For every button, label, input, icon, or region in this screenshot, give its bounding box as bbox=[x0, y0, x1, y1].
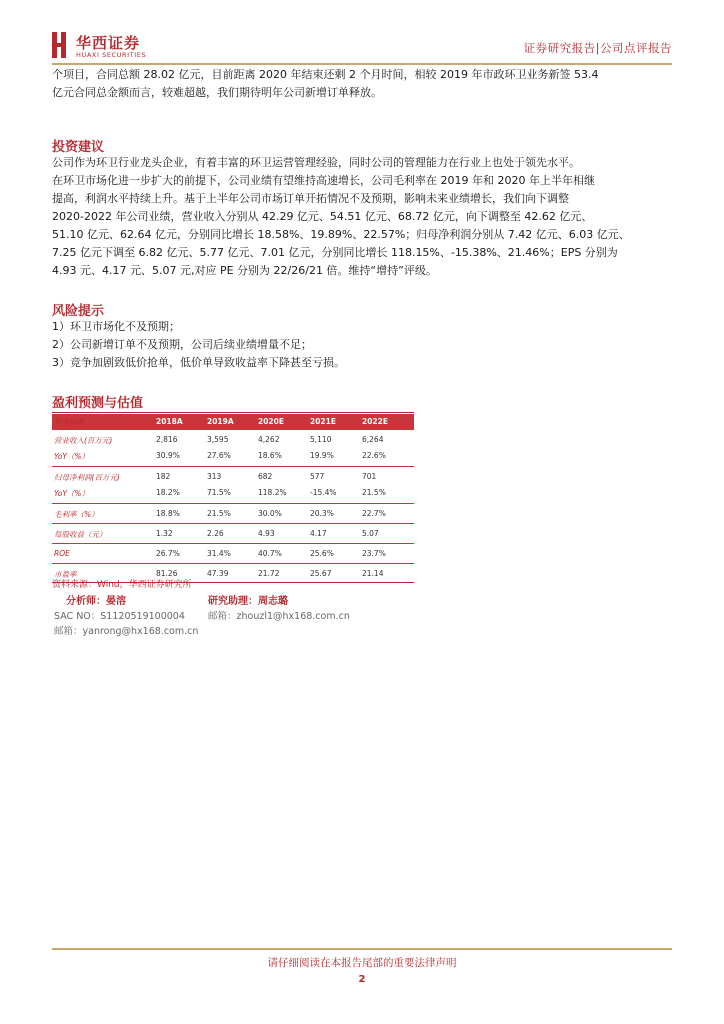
table-cell: 26.7% bbox=[156, 549, 180, 558]
table-cell: 21.14 bbox=[362, 569, 384, 578]
logo-mark-icon bbox=[52, 32, 70, 58]
year-header: 2021E bbox=[310, 417, 336, 426]
page-header bbox=[52, 30, 672, 64]
table-cell: 701 bbox=[362, 472, 377, 481]
table-cell: 4.93 bbox=[258, 529, 275, 538]
report-type: 证券研究报告|公司点评报告 bbox=[523, 41, 672, 55]
table-cell: 4,262 bbox=[258, 435, 280, 444]
table-cell: 182 bbox=[156, 472, 171, 481]
year-header: 2020E bbox=[258, 417, 284, 426]
table-cell: -15.4% bbox=[310, 488, 337, 497]
investment-line: 公司作为环卫行业龙头企业，有着丰富的环卫运营管理经验，同时公司的管理能力在行业上也处于领先水平。 bbox=[52, 156, 580, 169]
table-cell: 22.6% bbox=[362, 451, 386, 460]
table-separator bbox=[52, 563, 414, 564]
table-cell: 20.3% bbox=[310, 509, 334, 518]
table-separator bbox=[52, 543, 414, 544]
table-cell: 19.9% bbox=[310, 451, 334, 460]
intro-line: 亿元合同总金额而言，较难超越，我们期待明年公司新增订单释放。 bbox=[52, 86, 382, 99]
header-divider bbox=[52, 63, 672, 65]
page-number: 2 bbox=[358, 974, 366, 985]
intro-line: 个项目，合同总额 28.02 亿元，目前距离 2020 年结束还剩 2 个月时间，相较 2019 年市政环卫业务新签 53.4 bbox=[52, 68, 599, 81]
table-cell: 25.67 bbox=[310, 569, 332, 578]
table-cell: 22.7% bbox=[362, 509, 386, 518]
table-cell: 27.6% bbox=[207, 451, 231, 460]
risk-item: 2）公司新增订单不及预期，公司后续业绩增量不足； bbox=[52, 338, 312, 351]
table-cell: 47.39 bbox=[207, 569, 229, 578]
year-header: 2018A bbox=[156, 417, 183, 426]
table-cell: 23.7% bbox=[362, 549, 386, 558]
table-row bbox=[52, 432, 414, 448]
table-cell: 2,816 bbox=[156, 435, 178, 444]
risk-list bbox=[52, 318, 682, 372]
row-label: 每股收益（元） bbox=[54, 530, 107, 539]
investment-line: 在环卫市场化进一步扩大的前提下，公司业绩有望维持高速增长，公司毛利率在 2019 年和 2020 年上半年相继 bbox=[52, 174, 595, 187]
table-cell: 313 bbox=[207, 472, 222, 481]
table-row bbox=[52, 448, 414, 464]
risk-item: 1）环卫市场化不及预期； bbox=[52, 320, 180, 333]
analyst-name: 分析师：晏溶 bbox=[66, 596, 126, 607]
table-cell: 71.5% bbox=[207, 488, 231, 497]
table-row bbox=[52, 469, 414, 485]
footer-divider bbox=[52, 948, 672, 950]
intro-paragraph bbox=[52, 66, 682, 102]
table-cell: 682 bbox=[258, 472, 273, 481]
investment-line: 2020-2022 年公司业绩，营业收入分别从 42.29 亿元、54.51 亿元、68.72 亿元，向下调整至 42.62 亿元、 bbox=[52, 210, 593, 223]
investment-line: 4.93 元、4.17 元、5.07 元,对应 PE 分别为 22/26/21 倍。维持“增持”评级。 bbox=[52, 264, 437, 277]
assistant-email[interactable]: 邮箱：zhouzl1@hx168.com.cn bbox=[208, 611, 350, 622]
table-cell: 21.72 bbox=[258, 569, 280, 578]
assistant-name: 研究助理：周志璐 bbox=[208, 596, 288, 607]
investment-line: 提高，利润水平持续上升。基于上半年公司市场订单开拓情况不及预期，影响未来业绩增长，我们向下调整 bbox=[52, 192, 569, 205]
row-label: ROE bbox=[54, 549, 70, 558]
row-label: 归母净利润(百万元) bbox=[54, 473, 120, 482]
row-label: YoY（%） bbox=[54, 452, 90, 461]
table-cell: 25.6% bbox=[310, 549, 334, 558]
row-label: 市盈率 bbox=[54, 570, 77, 579]
table-separator bbox=[52, 503, 414, 504]
row-label: 营业收入(百万元) bbox=[54, 436, 113, 445]
table-cell: 2.26 bbox=[207, 529, 224, 538]
table-row bbox=[52, 526, 414, 542]
table-cell: 118.2% bbox=[258, 488, 287, 497]
row-label: YoY（%） bbox=[54, 489, 90, 498]
risk-title: 风险提示 bbox=[52, 304, 105, 319]
table-cell: 5,110 bbox=[310, 435, 332, 444]
analyst-email[interactable]: 邮箱：yanrong@hx168.com.cn bbox=[54, 626, 199, 637]
year-header: 2022E bbox=[362, 417, 388, 426]
table-cell: 577 bbox=[310, 472, 325, 481]
table-cell: 40.7% bbox=[258, 549, 282, 558]
table-cell: 18.8% bbox=[156, 509, 180, 518]
forecast-header-row bbox=[52, 414, 414, 430]
table-cell: 5.07 bbox=[362, 529, 379, 538]
data-source: 资料来源：Wind，华西证券研究所 bbox=[52, 580, 192, 590]
analyst-sac: SAC NO：S1120519100004 bbox=[54, 611, 185, 622]
table-separator bbox=[52, 466, 414, 467]
legal-disclaimer: 请仔细阅读在本报告尾部的重要法律声明 bbox=[267, 957, 457, 969]
table-cell: 30.9% bbox=[156, 451, 180, 460]
table-cell: 81.26 bbox=[156, 569, 178, 578]
table-cell: 1.32 bbox=[156, 529, 173, 538]
table-separator bbox=[52, 523, 414, 524]
table-row bbox=[52, 546, 414, 562]
brand-name-en: HUAXI SECURITIES bbox=[76, 51, 147, 59]
forecast-header-label: 财务摘要 bbox=[54, 418, 84, 427]
forecast-top-rule bbox=[52, 412, 414, 413]
investment-title: 投资建议 bbox=[52, 140, 105, 155]
table-row bbox=[52, 506, 414, 522]
table-cell: 30.0% bbox=[258, 509, 282, 518]
table-cell: 6,264 bbox=[362, 435, 384, 444]
forecast-title: 盈利预测与估值 bbox=[52, 396, 144, 411]
brand-name-cn: 华西证券 bbox=[76, 34, 141, 52]
table-cell: 31.4% bbox=[207, 549, 231, 558]
table-cell: 21.5% bbox=[362, 488, 386, 497]
table-cell: 4.17 bbox=[310, 529, 327, 538]
row-label: 毛利率（%） bbox=[54, 510, 99, 519]
table-row bbox=[52, 485, 414, 501]
table-cell: 3,595 bbox=[207, 435, 229, 444]
investment-line: 51.10 亿元、62.64 亿元，分别同比增长 18.58%、19.89%、22.57%；归母净利润分别从 7.42 亿元、6.03 亿元、 bbox=[52, 228, 630, 241]
brand-logo bbox=[52, 30, 202, 64]
year-header: 2019A bbox=[207, 417, 234, 426]
table-cell: 21.5% bbox=[207, 509, 231, 518]
investment-paragraph bbox=[52, 154, 682, 280]
table-cell: 18.2% bbox=[156, 488, 180, 497]
table-cell: 18.6% bbox=[258, 451, 282, 460]
investment-line: 7.25 亿元下调至 6.82 亿元、5.77 亿元、7.01 亿元，分别同比增长 118.15%、-15.38%、21.46%；EPS 分别为 bbox=[52, 246, 618, 259]
risk-item: 3）竞争加剧致低价抢单，低价单导致收益率下降甚至亏损。 bbox=[52, 356, 345, 369]
